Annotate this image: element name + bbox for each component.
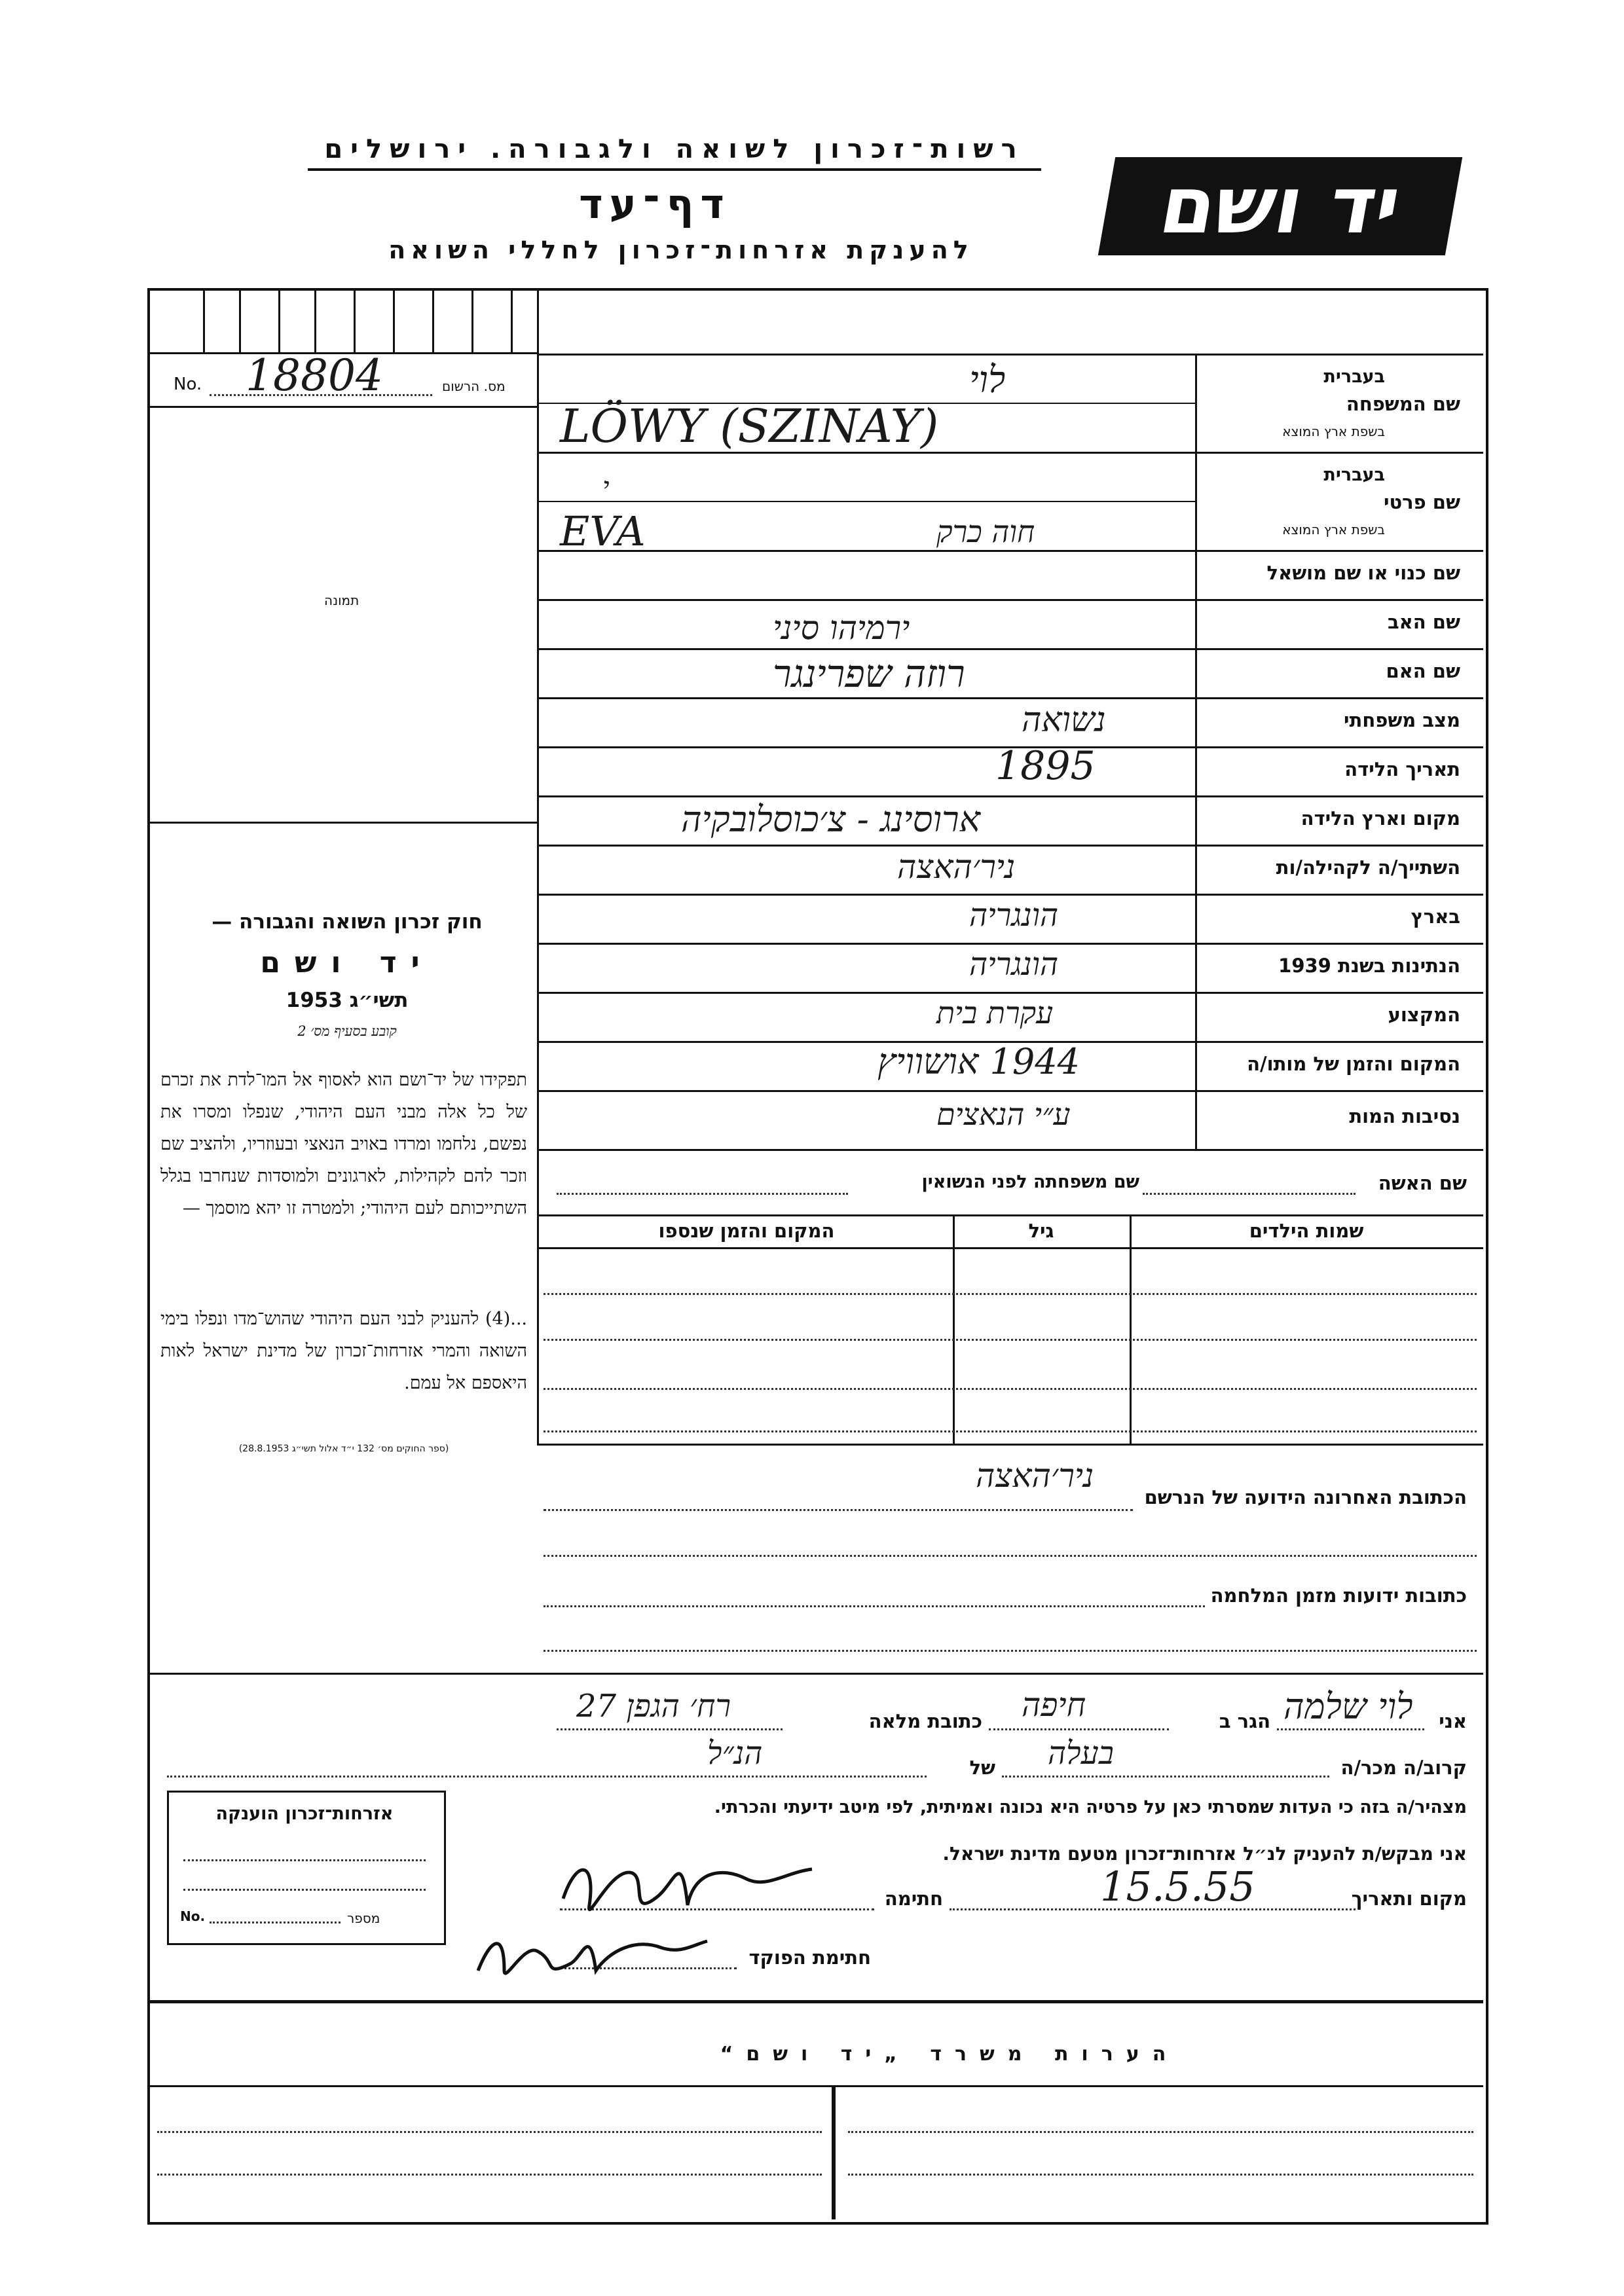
nationality-value: הונגריה [969, 946, 1059, 983]
death-place-time-value: 1944 אושוויץ [877, 1041, 1080, 1082]
mother-value: רוזה שפרינגר [773, 651, 965, 696]
country-label: בארץ [1411, 905, 1460, 928]
nickname-label: שם כנוי או שם מושאל [1266, 562, 1460, 584]
profession-label: המקצוע [1388, 1004, 1460, 1026]
mother-label: שם האם [1386, 660, 1460, 682]
first-name-sub-he: בעברית [1323, 465, 1385, 485]
form-title: דף־עד [579, 180, 731, 228]
law-text: תפקידו של יד־ושם הוא לאסוף אל המו־לדת את זכרם של כל אלה מבני העם היהודי, שנפלו ומסרו את נפשם, נלחמו ומרדו באויב הנאצי ובעוזריו, ולהציב שם וזכר להם לקהילות, לארגונים ולמוסדות שנחרבו בגלל השתייכותם לעם היהודי; ולמטרה זו יהא מוסמך — [160, 1070, 527, 1218]
law-year: תשי״ג 1953 [286, 989, 409, 1012]
family-name-value-he: לוי [969, 359, 1006, 401]
wife-label: שם האשה [1378, 1172, 1467, 1194]
registration-number: 18804 [246, 350, 383, 401]
first-name-label: שם פרטי [1383, 491, 1460, 513]
last-address-value: ניר׳האצה [976, 1457, 1094, 1495]
notes-title: הערות משרד „יד ושם“ [720, 2043, 1179, 2066]
father-value: ירמיהו סיני [773, 609, 910, 647]
stamp-no-label-he: מספר [347, 1910, 380, 1926]
officer-signature-label: חתימת הפוקד [748, 1946, 871, 1969]
registration-no-label: No. [174, 374, 202, 394]
law-name: יד ושם [260, 946, 434, 979]
birth-date-value: 1895 [995, 743, 1096, 789]
community-label: השתייך/ה לקהילה/ות [1276, 856, 1460, 879]
war-addresses-label: כתובות ידועות מזמן המלחמה [1210, 1584, 1467, 1607]
of-label: של [969, 1757, 995, 1779]
citizenship-granted-title: אזרחות־זכרון הוענקה [215, 1804, 394, 1824]
declarant-value: לוי שלמה [1283, 1686, 1413, 1727]
signature-label: חתימה [884, 1887, 943, 1910]
family-name-label: שם המשפחה [1346, 393, 1460, 415]
photo-label: תמונה [324, 592, 360, 608]
first-name-value-local: EVA [560, 507, 646, 555]
children-names-header: שמות הילדים [1249, 1220, 1364, 1242]
registration-no-label-he: מס. הרשום [442, 378, 506, 394]
birth-place-value: ארוסינג - צ׳כוסלובקיה [681, 799, 981, 840]
first-name-sub-local: בשפת ארץ המוצא [1282, 522, 1385, 538]
death-circumstances-label: נסיבות המות [1349, 1105, 1460, 1127]
declarant-label: אני [1439, 1710, 1467, 1732]
family-name-sub-local: בשפת ארץ המוצא [1282, 424, 1385, 439]
marital-status-value: נשואה [1022, 701, 1106, 740]
resident-label: הגר ב [1219, 1710, 1270, 1732]
declaration-statement-2: אני מבקש/ת להעניק לנ״ל אזרחות־זכרון מטעם מדינת ישראל. [942, 1843, 1467, 1865]
law-text-2: ...(4) להעניק לבני העם היהודי שהוש־מדו ונפלו בימי השואה והמרי אזרחות־זכרון של מדינת ישראל לאות היאספם אל עמם. [160, 1309, 527, 1393]
marital-status-label: מצב משפחתי [1343, 709, 1460, 731]
place-date-label: מקום ותאריך [1351, 1887, 1467, 1910]
full-address-value: רח׳ הגפן 27 [576, 1688, 731, 1724]
family-name-value-local: LÖWY (SZINAY) [560, 399, 939, 453]
of-value: הנ״ל [707, 1735, 763, 1772]
father-label: שם האב [1387, 611, 1460, 633]
relative-value: בעלה [1048, 1735, 1114, 1772]
place-date-value: 15.5.55 [1100, 1863, 1255, 1910]
last-address-label: הכתובת האחרונה הידועה של הנרשם [1144, 1486, 1467, 1508]
full-address-label: כתובת מלאה [868, 1710, 982, 1732]
profession-value: עקרת בית [936, 995, 1054, 1030]
law-clause: קובע בסעיף מס׳ 2 [297, 1023, 397, 1039]
resident-value: חיפה [1022, 1686, 1086, 1724]
nationality-label: הנתינות בשנת 1939 [1278, 955, 1460, 977]
death-place-time-label: המקום והזמן של מותו/ה [1247, 1053, 1460, 1075]
first-name-value-local-he: חוה כרק [936, 514, 1035, 549]
community-value: ניר׳האצה [897, 848, 1016, 886]
maiden-name-label: שם משפחתה לפני הנשואין [921, 1172, 1139, 1192]
stamp-no-label: No. [180, 1908, 206, 1924]
form-subtitle: להענקת אזרחות־זכרון לחללי השואה [388, 236, 974, 264]
death-circumstances-value: ע״י הנאצים [936, 1097, 1071, 1132]
family-name-sub-he: בעברית [1323, 367, 1385, 387]
yad-vashem-logo: יד ושם [1098, 157, 1462, 255]
law-source: (ספר החוקים מס׳ 132 י״ד אלול תשי״ג 28.8.1953) [238, 1444, 449, 1454]
law-title: חוק זכרון השואה והגבורה — [212, 910, 483, 934]
children-age-header: גיל [1028, 1220, 1054, 1242]
officer-signature [465, 1912, 714, 1990]
country-value: הונגריה [969, 897, 1059, 934]
birth-date-label: תאריך הלידה [1344, 758, 1460, 780]
declaration-statement-1: מצהיר/ה בזה כי העדות שמסרתי כאן על פרטיה היא נכונה ואמיתית, לפי מיטב ידיעתי והכרתי. [714, 1797, 1467, 1817]
children-place-time-header: המקום והזמן שנספו [658, 1220, 835, 1242]
relative-label: קרוב/ה מכר/ה [1340, 1757, 1467, 1779]
first-name-value-he: י [602, 472, 610, 502]
birth-place-label: מקום וארץ הלידה [1301, 807, 1460, 829]
authority-line: רשות־זכרון לשואה ולגבורה. ירושלים [308, 134, 1041, 171]
